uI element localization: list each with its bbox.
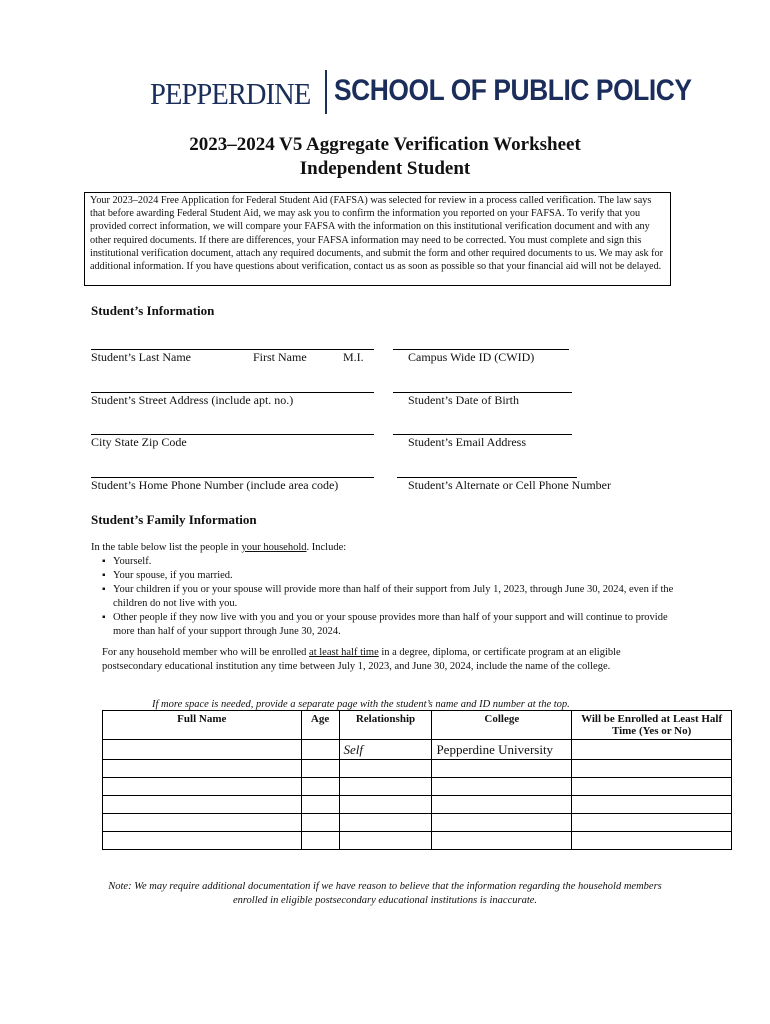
- bullet-item: ▪ Other people if they now live with you and you or your spouse provides more than half of your support and will continue to provide more than half of your support through June 30, 2024.: [113, 611, 691, 639]
- cell-full-name[interactable]: [103, 832, 302, 850]
- cell-full-name[interactable]: [103, 796, 302, 814]
- home-phone-label: Student’s Home Phone Number (include area code): [91, 478, 339, 492]
- dob-label: Student’s Date of Birth: [408, 393, 519, 407]
- cell-half-time[interactable]: [572, 814, 732, 832]
- family-info-heading: Student’s Family Information: [91, 512, 257, 527]
- household-intro-end: . Include:: [306, 542, 347, 553]
- household-intro-text: In the table below list the people in: [91, 542, 242, 553]
- logo-pepperdine-text: PEPPERDINE: [150, 76, 311, 111]
- email-label: Student’s Email Address: [408, 435, 526, 449]
- bullet-item: ▪ Your children if you or your spouse will provide more than half of their support from July 1, 2023, through June 30, 2024, even if the children do not live with you.: [113, 583, 691, 611]
- cell-college[interactable]: [432, 760, 572, 778]
- street-label: Student’s Street Address (include apt. no.): [91, 393, 294, 407]
- household-instructions: [91, 541, 691, 639]
- cell-relationship[interactable]: Self: [339, 740, 432, 760]
- col-half-time: Will be Enrolled at Least Half Time (Yes or No): [572, 711, 732, 740]
- table-row: [103, 796, 732, 814]
- enroll-text-start: For any household member who will be enrolled: [102, 647, 310, 658]
- enrollment-instructions: [102, 646, 662, 674]
- table-row: [103, 778, 732, 796]
- first-name-label: First Name: [253, 350, 307, 364]
- table-header-row: [103, 711, 732, 740]
- table-row: [103, 832, 732, 850]
- footnote: [0, 880, 770, 908]
- city-label: City State Zip Code: [91, 435, 187, 449]
- cell-half-time[interactable]: [572, 796, 732, 814]
- cwid-label: Campus Wide ID (CWID): [408, 350, 535, 364]
- mi-label: M.I.: [343, 350, 364, 364]
- bullet-item: ▪ Yourself.: [113, 555, 691, 569]
- cell-relationship[interactable]: [339, 760, 432, 778]
- cell-college[interactable]: Pepperdine University: [432, 740, 572, 760]
- household-table: [102, 710, 732, 850]
- cell-full-name[interactable]: [103, 740, 302, 760]
- cell-age[interactable]: [301, 832, 339, 850]
- col-college: College: [432, 711, 572, 740]
- cell-age[interactable]: [301, 778, 339, 796]
- cell-full-name[interactable]: [103, 814, 302, 832]
- table-row: [103, 814, 732, 832]
- cell-full-name[interactable]: [103, 778, 302, 796]
- cell-relationship[interactable]: [339, 778, 432, 796]
- cell-half-time[interactable]: [572, 760, 732, 778]
- document-title: 2023–2024 V5 Aggregate Verification Worksheet: [189, 134, 581, 155]
- bullet-item: ▪ Your spouse, if you married.: [113, 569, 691, 583]
- footnote-text: Note: We may require additional documentation if we have reason to believe that the information regarding the household members enrolled in eligible postsecondary educational institutions is inaccurate.: [108, 881, 662, 906]
- cell-half-time[interactable]: [572, 832, 732, 850]
- student-info-heading: Student’s Information: [91, 303, 215, 318]
- col-age: Age: [301, 711, 339, 740]
- cell-age[interactable]: [301, 740, 339, 760]
- table-row: [103, 740, 732, 760]
- alt-phone-label: Student’s Alternate or Cell Phone Number: [408, 478, 611, 492]
- logo-divider: [325, 70, 327, 114]
- cell-relationship[interactable]: [339, 832, 432, 850]
- intro-box: Your 2023–2024 Free Application for Federal Student Aid (FAFSA) was selected for review in a process called verification. The law says that before awarding Federal Student Aid, we may ask you to confirm the information you reported on your FAFSA. To verify that you provided correct information, we will compare your FAFSA with the information on this institutional verification document and with any other required documents. If there are differences, your FAFSA information may need to be corrected. You must complete and sign this institutional verification document, attach any required documents, and submit the form and other required documents to us. We may ask for additional information. If you have questions about verification, contact us as soon as possible so that your financial aid will not be delayed.: [84, 192, 671, 286]
- cell-half-time[interactable]: [572, 740, 732, 760]
- household-underlined: your household: [241, 542, 307, 553]
- col-full-name: Full Name: [103, 711, 302, 740]
- cell-college[interactable]: [432, 814, 572, 832]
- space-note: If more space is needed, provide a separate page with the student’s name and ID number at the top.: [152, 699, 570, 710]
- cell-age[interactable]: [301, 796, 339, 814]
- cell-relationship[interactable]: [339, 814, 432, 832]
- document-subtitle: Independent Student: [299, 158, 471, 179]
- cell-college[interactable]: [432, 796, 572, 814]
- col-relationship: Relationship: [339, 711, 432, 740]
- cell-college[interactable]: [432, 832, 572, 850]
- table-row: [103, 760, 732, 778]
- cell-college[interactable]: [432, 778, 572, 796]
- cell-age[interactable]: [301, 760, 339, 778]
- school-logo: [150, 68, 692, 116]
- enroll-underlined: at least half time: [309, 647, 379, 658]
- enroll-text-end: in a degree, diploma, or certificate program at an eligible postsecondary educational institution any time between July 1, 2023, and June 30, 2024, include the name of the college.: [102, 647, 621, 672]
- cell-full-name[interactable]: [103, 760, 302, 778]
- cell-relationship[interactable]: [339, 796, 432, 814]
- household-bullet-list: [91, 555, 691, 639]
- cell-age[interactable]: [301, 814, 339, 832]
- logo-school-text: SCHOOL OF PUBLIC POLICY: [334, 74, 692, 107]
- cell-half-time[interactable]: [572, 778, 732, 796]
- last-name-label: Student’s Last Name: [91, 350, 191, 364]
